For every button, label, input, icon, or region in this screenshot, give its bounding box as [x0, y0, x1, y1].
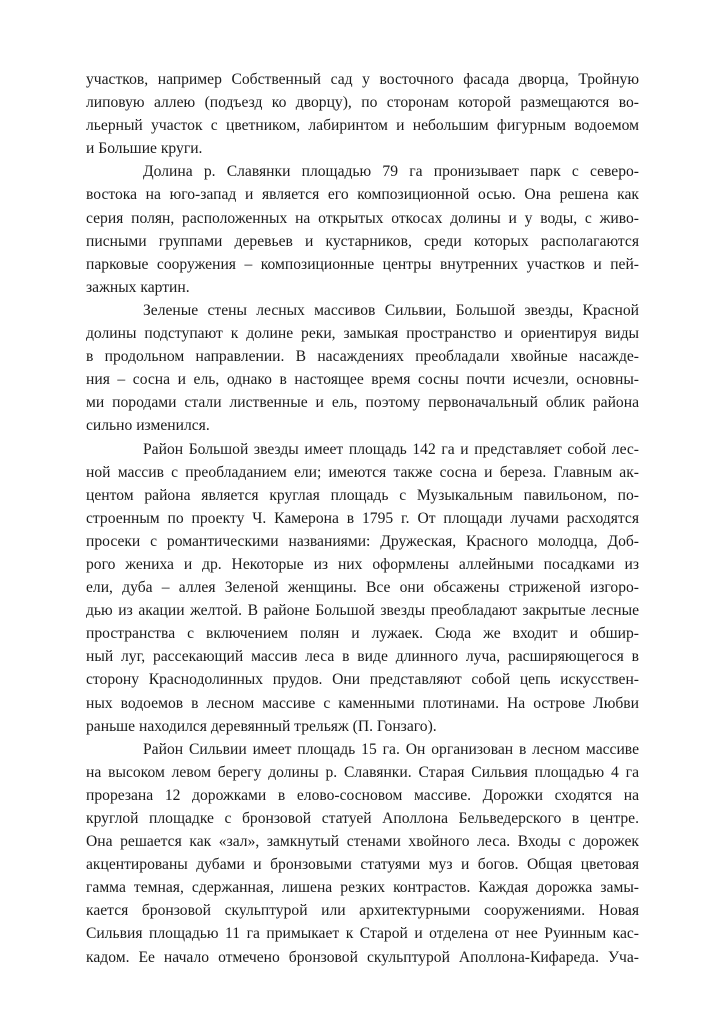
- text-line: просеки с романтическими названиями: Дружеская, Красного молодца, Доб-: [86, 532, 639, 550]
- text-line: прорезана 12 дорожками в елово-сосновом массиве. Дорожки сходятся на: [86, 786, 639, 804]
- text-line: парковые сооружения – композиционные центры внутренних участков и пей-: [86, 255, 639, 273]
- text-line: строенным по проекту Ч. Камерона в 1795 г. От площади лучами расходятся: [86, 509, 639, 527]
- text-line: раньше находился деревянный трельяж (П. Гонзаго).: [86, 717, 437, 735]
- text-line: сильно изменился.: [86, 417, 210, 435]
- paragraph: [86, 160, 639, 299]
- paragraph: [86, 299, 639, 438]
- text-line: ный луг, рассекающий массив леса в виде длинного луча, расширяющегося в: [86, 648, 639, 666]
- text-line: Долина р. Славянки площадью 79 га пронизывает парк с северо-: [143, 163, 639, 181]
- text-line: липовую аллею (подъезд ко дворцу), по сторонам которой размещаются во-: [86, 94, 639, 112]
- text-line: центом района является круглая площадь с Музыкальным павильоном, по-: [86, 486, 639, 504]
- text-line: Район Большой звезды имеет площадь 142 га и представляет собой лес-: [143, 440, 639, 458]
- text-line: ния – сосна и ель, однако в настоящее время сосны почти исчезли, основны-: [86, 371, 639, 389]
- text-line: сторону Краснодолинных прудов. Они представляют собой цепь искусствен-: [86, 671, 639, 689]
- text-line: Зеленые стены лесных массивов Сильвии, Большой звезды, Красной: [143, 301, 639, 319]
- text-line: дью из акации желтой. В районе Большой звезды преобладают закрытые лесные: [86, 602, 639, 620]
- text-line: серия полян, расположенных на открытых откосах долины и у воды, с живо-: [86, 209, 639, 227]
- paragraph: [86, 68, 639, 160]
- text-line: кадом. Ее начало отмечено бронзовой скульптурой Аполлона-Кифареда. Уча-: [86, 948, 639, 966]
- text-line: льерный участок с цветником, лабиринтом и небольшим фигурным водоемом: [86, 117, 639, 135]
- text-line: востока на юго-запад и является его композиционной осью. Она решена как: [86, 186, 639, 204]
- text-line: Она решается как «зал», замкнутый стенами хвойного леса. Входы с дорожек: [86, 833, 639, 851]
- document-page: [86, 68, 639, 969]
- text-line: акцентированы дубами и бронзовыми статуями муз и богов. Общая цветовая: [86, 856, 639, 874]
- text-line: на высоком левом берегу долины р. Славянки. Старая Сильвия площадью 4 га: [86, 763, 639, 781]
- text-line: писными группами деревьев и кустарников, среди которых располагаются: [86, 232, 639, 250]
- text-line: рого жениха и др. Некоторые из них оформлены аллейными посадками из: [86, 555, 639, 573]
- text-line: долины подступают к долине реки, замыкая пространство и ориентируя виды: [86, 325, 639, 343]
- paragraph: [86, 738, 639, 969]
- paragraph: [86, 438, 639, 738]
- text-line: гамма темная, сдержанная, лишена резких контрастов. Каждая дорожка замы-: [86, 879, 639, 897]
- text-line: ных водоемов в лесном массиве с каменными плотинами. На острове Любви: [86, 694, 639, 712]
- text-line: ной массив с преобладанием ели; имеются также сосна и береза. Главным ак-: [86, 463, 639, 481]
- text-line: участков, например Собственный сад у восточного фасада дворца, Тройную: [86, 71, 639, 88]
- text-line: ели, дуба – аллея Зеленой женщины. Все они обсажены стриженой изгоро-: [86, 579, 639, 597]
- text-line: Сильвия площадью 11 га примыкает к Старой и отделена от нее Руинным кас-: [86, 925, 639, 943]
- text-line: в продольном направлении. В насаждениях преобладали хвойные насажде-: [86, 348, 639, 366]
- text-line: зажных картин.: [86, 278, 190, 296]
- text-line: круглой площадке с бронзовой статуей Аполлона Бельведерского в центре.: [86, 810, 639, 827]
- text-line: Район Сильвии имеет площадь 15 га. Он организован в лесном массиве: [143, 740, 639, 758]
- text-line: и Большие круги.: [86, 140, 203, 158]
- text-line: ми породами стали лиственные и ель, поэтому первоначальный облик района: [86, 394, 639, 412]
- text-line: пространства с включением полян и лужаек. Сюда же входит и обшир-: [86, 625, 639, 643]
- text-line: кается бронзовой скульптурой или архитектурными сооружениями. Новая: [86, 902, 639, 920]
